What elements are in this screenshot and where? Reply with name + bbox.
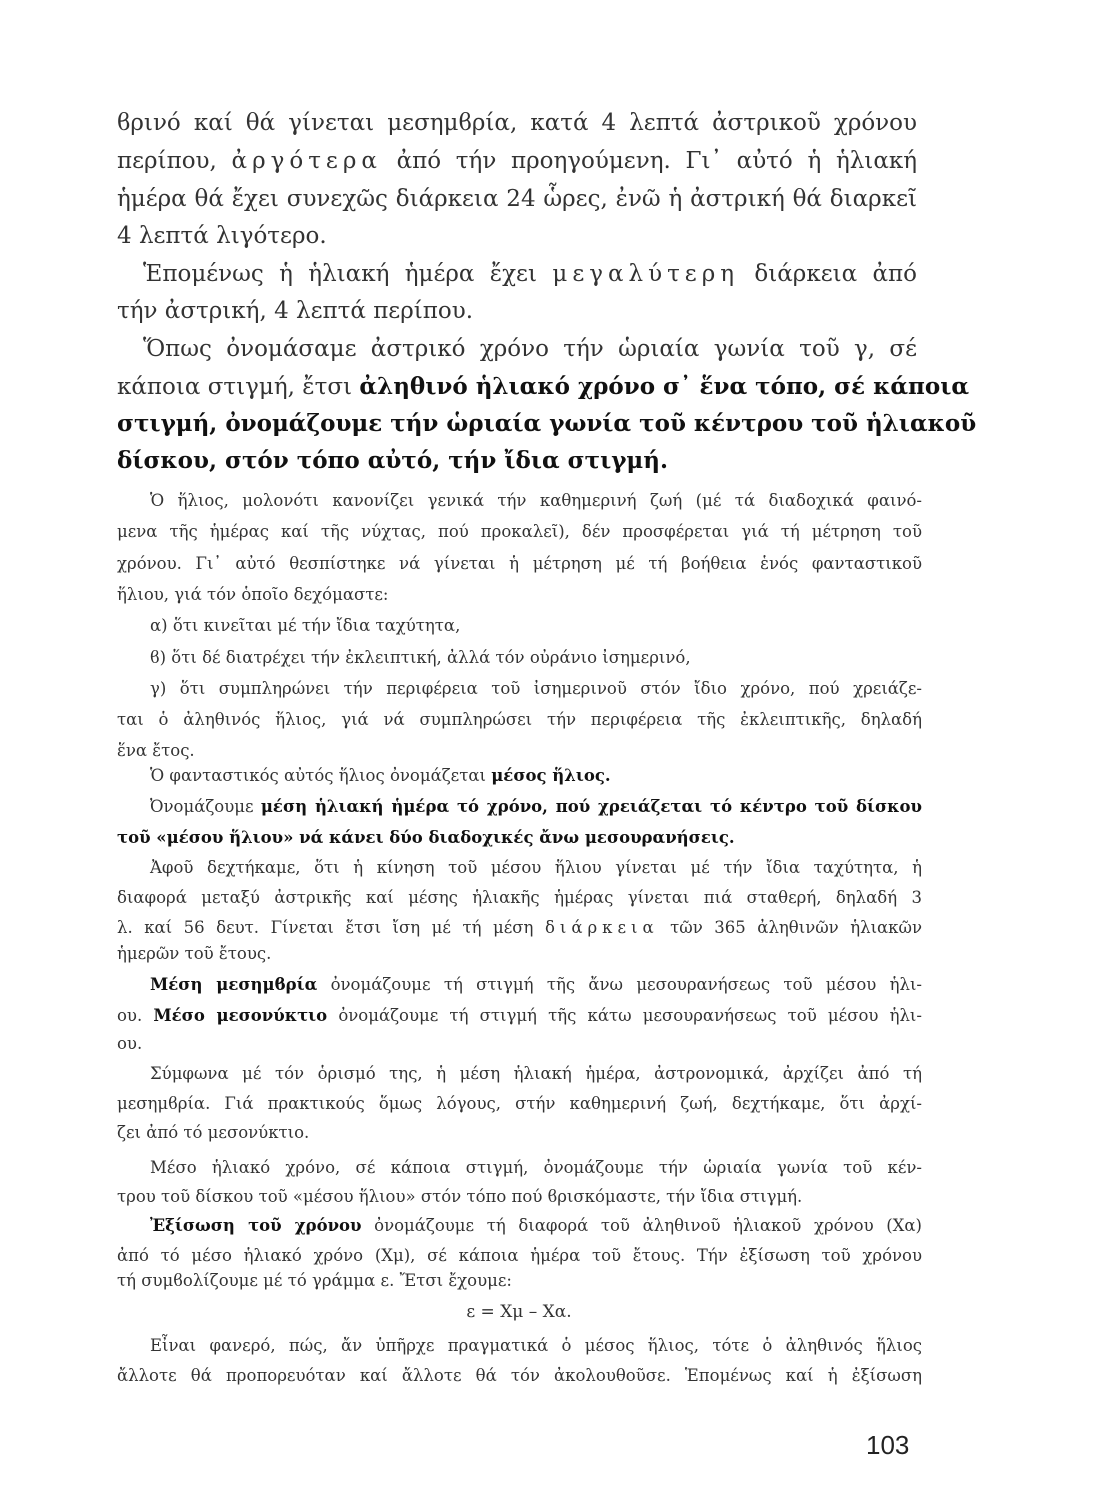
text-line: Σύμφωνα μέ τόν ὁρισμό της, ἡ μέση ἡλιακή ἡμέρα, ἀστρονομικά, ἀρχίζει ἀπό τή [150, 1064, 922, 1083]
text-span: Ὁ φανταστικός αὐτός ἥλιος ὀνομάζεται [150, 766, 486, 785]
bold-term: Ἐξίσωση τοῦ χρόνου [150, 1216, 362, 1235]
text-line: διαφορά μεταξύ ἀστρικῆς καί μέσης ἡλιακῆς ἡμέρας γίνεται πιά σταθερή, δηλαδή 3 [117, 888, 922, 907]
text-line: χρόνου. Γι᾽ αὐτό θεσπίστηκε νά γίνεται ἡ μέτρηση μέ τή βοήθεια ἑνός φανταστικοῦ [117, 554, 922, 573]
spaced-emphasis: ἀργότερα [231, 148, 382, 174]
bold-definition: μέση ἡλιακή ἡμέρα τό χρόνο, πού χρειάζεται τό κέντρο τοῦ δίσκου [260, 797, 922, 816]
text-line: μεσημϐρία. Γιά πρακτικούς ὅμως λόγους, στήν καθημερινή ζωή, δεχτήκαμε, ὅτι ἀρχί- [117, 1094, 922, 1113]
text-line: Ἀφοῦ δεχτήκαμε, ὅτι ἡ κίνηση τοῦ μέσου ἥλιου γίνεται μέ τήν ἴδια ταχύτητα, ἡ [150, 858, 922, 877]
bold-term: μέσος ἥλιος. [491, 766, 611, 785]
text-span: ου. [117, 1006, 143, 1025]
bold-definition-line: δίσκου, στόν τόπο αὐτό, τήν ἴδια στιγμή. [117, 447, 668, 474]
text-line [117, 1000, 922, 1031]
text-span: ὀνομάζουμε τή διαφορά τοῦ ἀληθινοῦ ἡλιακοῦ χρόνου (Χα) [374, 1216, 922, 1235]
list-item: ϐ) ὅτι δέ διατρέχει τήν ἐκλειπτική, ἀλλά τόν οὐράνιο ἰσημερινό, [150, 648, 691, 667]
text-line: ται ὁ ἀληθινός ἥλιος, γιά νά συμπληρώσει τήν περιφέρεια τῆς ἐκλειπτικῆς, δηλαδή [117, 710, 922, 729]
text-span: Ἑπομένως ἡ ἡλιακή ἡμέρα ἔχει [143, 261, 537, 287]
text-span: Ὀνομάζουμε [150, 797, 254, 816]
text-line [117, 368, 970, 406]
text-line: ἡμερῶν τοῦ ἔτους. [117, 944, 272, 963]
bold-definition: ἀληθινό ἡλιακό χρόνο σ᾽ ἕνα τόπο, σέ κάποια [359, 373, 970, 400]
text-line [150, 1210, 922, 1241]
spaced-emphasis: διάρκεια [544, 918, 659, 937]
text-line: ἀπό τό μέσο ἡλιακό χρόνο (Χμ), σέ κάποια ἡμέρα τοῦ ἔτους. Τήν ἐξίσωση τοῦ χρόνου [117, 1246, 922, 1265]
bold-definition-line: στιγμή, ὀνομάζουμε τήν ὡριαία γωνία τοῦ κέντρου τοῦ ἡλιακοῦ [117, 410, 977, 437]
text-line [150, 791, 922, 822]
text-span: ἀπό τήν προηγούμενη. Γι᾽ αὐτό ἡ ἡλιακή [396, 148, 918, 174]
spaced-emphasis: μεγαλύτερη [552, 261, 740, 287]
text-line: ου. [117, 1034, 143, 1053]
text-line [143, 255, 917, 293]
text-span: ὀνομάζουμε τή στιγμή τῆς ἄνω μεσουρανήσεως τοῦ μέσου ἡλι- [330, 975, 922, 994]
text-line: Ὅπως ὀνομάσαμε ἀστρικό χρόνο τήν ὡριαία γωνία τοῦ γ, σέ [143, 336, 917, 362]
list-item: γ) ὅτι συμπληρώνει τήν περιφέρεια τοῦ ἰσημερινοῦ στόν ἴδιο χρόνο, πού χρειάζε- [150, 679, 922, 698]
text-line: ἡμέρα θά ἔχει συνεχῶς διάρκεια 24 ὧρες, ἐνῶ ἡ ἀστρική θά διαρκεῖ [117, 186, 917, 212]
text-line: τήν ἀστρική, 4 λεπτά περίπου. [117, 298, 474, 324]
text-span: τῶν 365 ἀληθινῶν ἡλιακῶν [670, 918, 922, 937]
page-number: 103 [866, 1430, 910, 1460]
text-line [150, 969, 922, 1000]
text-line: τρου τοῦ δίσκου τοῦ «μέσου ἥλιου» στόν τόπο πού ϐρισκόμαστε, τήν ἴδια στιγμή. [117, 1187, 803, 1206]
text-span: ὀνομάζουμε τή στιγμή τῆς κάτω μεσουρανήσεως τοῦ μέσου ἡλι- [338, 1006, 922, 1025]
text-line: ἄλλοτε θά προπορευόταν καί ἄλλοτε θά τόν ἀκολουθοῦσε. Ἑπομένως καί ἡ ἐξίσωση [117, 1366, 922, 1385]
text-line: Μέσο ἡλιακό χρόνο, σέ κάποια στιγμή, ὀνομάζουμε τήν ὡριαία γωνία τοῦ κέν- [150, 1158, 922, 1177]
bold-term: Μέση μεσημϐρία [150, 975, 318, 994]
text-line: μενα τῆς ἡμέρας καί τῆς νύχτας, πού προκαλεῖ), δέν προσφέρεται γιά τή μέτρηση τοῦ [117, 522, 922, 541]
text-line [150, 760, 922, 791]
text-line: ἕνα ἔτος. [117, 741, 195, 760]
text-span: κάποια στιγμή, ἔτσι [117, 374, 353, 400]
text-line [117, 142, 917, 180]
text-line: Ὁ ἥλιος, μολονότι κανονίζει γενικά τήν καθημερινή ζωή (μέ τά διαδοχικά φαινό- [150, 491, 922, 510]
equation: ε = Χμ – Χα. [466, 1302, 572, 1322]
text-line: 4 λεπτά λιγότερο. [117, 223, 327, 249]
list-item: α) ὅτι κινεῖται μέ τήν ἴδια ταχύτητα, [150, 616, 461, 635]
text-span: διάρκεια ἀπό [754, 261, 918, 287]
bold-definition-line: τοῦ «μέσου ἥλιου» νά κάνει δύο διαδοχικές ἄνω μεσουρανήσεις. [117, 828, 735, 847]
text-span: λ. καί 56 δευτ. Γίνεται ἔτσι ἴση μέ τή μέση [117, 918, 534, 937]
text-line: ζει ἀπό τό μεσονύκτιο. [117, 1123, 310, 1142]
bold-term: Μέσο μεσονύκτιο [153, 1006, 328, 1025]
text-line: ἥλιου, γιά τόν ὁποῖο δεχόμαστε: [117, 585, 389, 604]
text-line: ϐρινό καί θά γίνεται μεσημϐρία, κατά 4 λεπτά ἀστρικοῦ χρόνου [117, 110, 917, 136]
text-line: τή συμϐολίζουμε μέ τό γράμμα ε. Ἔτσι ἔχουμε: [117, 1271, 512, 1290]
text-line: Εἶναι φανερό, πώς, ἄν ὑπῆρχε πραγματικά ὁ μέσος ἥλιος, τότε ὁ ἀληθινός ἥλιος [150, 1336, 922, 1355]
text-span: περίπου, [117, 148, 217, 174]
